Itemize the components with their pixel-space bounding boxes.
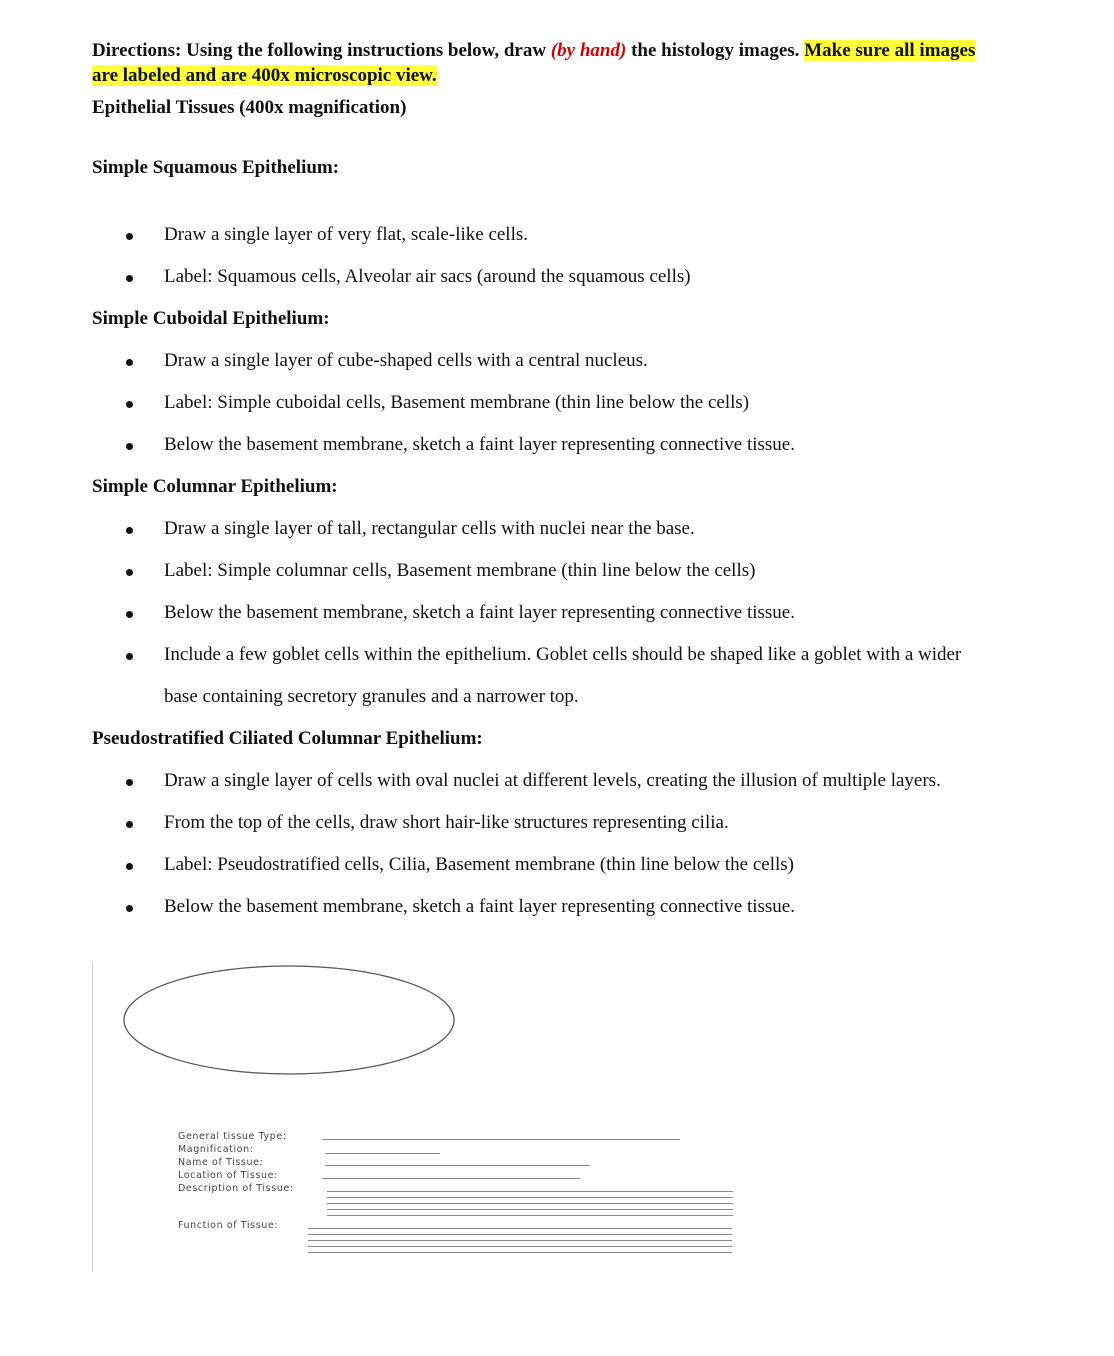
- label-name-of-tissue: Name of Tissue:: [178, 1157, 264, 1168]
- function-line[interactable]: [308, 1246, 732, 1247]
- description-line[interactable]: [327, 1215, 733, 1216]
- description-line[interactable]: [327, 1209, 733, 1210]
- bullet-dot: [126, 905, 133, 912]
- bullet-text: Below the basement membrane, sketch a faint layer representing connective tissue.: [164, 434, 795, 455]
- section-heading-squamous: Simple Squamous Epithelium:: [92, 157, 340, 178]
- bullet-text-continuation: base containing secretory granules and a narrower top.: [164, 686, 579, 707]
- bullet-text: Draw a single layer of tall, rectangular cells with nuclei near the base.: [164, 518, 695, 539]
- location-of-tissue-line[interactable]: [322, 1178, 580, 1179]
- bullet-dot: [126, 401, 133, 408]
- label-description-of-tissue: Description of Tissue:: [178, 1183, 294, 1194]
- bullet-dot: [126, 443, 133, 450]
- description-line[interactable]: [327, 1203, 733, 1204]
- bullet-dot: [126, 569, 133, 576]
- description-line[interactable]: [327, 1191, 733, 1192]
- by-hand-emphasis: (by hand): [550, 40, 627, 61]
- directions-part1: Directions: Using the following instructions below, draw: [92, 40, 551, 61]
- label-location-of-tissue: Location of Tissue:: [178, 1170, 278, 1181]
- bullet-dot: [126, 233, 133, 240]
- directions-text: [92, 38, 1042, 88]
- label-general-tissue-type: General tissue Type:: [178, 1131, 287, 1142]
- bullet-text: Label: Simple cuboidal cells, Basement membrane (thin line below the cells): [164, 392, 750, 413]
- name-of-tissue-line[interactable]: [325, 1165, 590, 1166]
- bullet-text: Include a few goblet cells within the epithelium. Goblet cells should be shaped like a goblet with a wider: [164, 644, 962, 665]
- function-line[interactable]: [308, 1234, 732, 1235]
- highlight-a: Make sure all images: [804, 40, 976, 61]
- function-line[interactable]: [308, 1240, 732, 1241]
- general-tissue-type-line[interactable]: [322, 1139, 680, 1140]
- worksheet-border: [92, 962, 93, 1272]
- bullet-dot: [126, 863, 133, 870]
- bullet-text: Draw a single layer of cube-shaped cells with a central nucleus.: [164, 350, 648, 371]
- bullet-text: From the top of the cells, draw short hair-like structures representing cilia.: [164, 812, 729, 833]
- description-line[interactable]: [327, 1197, 733, 1198]
- bullet-dot: [126, 779, 133, 786]
- bullet-text: Label: Squamous cells, Alveolar air sacs (around the squamous cells): [164, 266, 691, 287]
- bullet-dot: [126, 527, 133, 534]
- bullet-text: Below the basement membrane, sketch a faint layer representing connective tissue.: [164, 602, 795, 623]
- drawing-circle: [118, 962, 460, 1088]
- bullet-dot: [126, 821, 133, 828]
- section-heading-columnar: Simple Columnar Epithelium:: [92, 476, 338, 497]
- highlight-b: are labeled and are 400x microscopic view.: [92, 65, 437, 86]
- function-line[interactable]: [308, 1228, 732, 1229]
- label-magnification: Magnification:: [178, 1144, 254, 1155]
- bullet-dot: [126, 653, 133, 660]
- label-function-of-tissue: Function of Tissue:: [178, 1220, 279, 1231]
- section-heading-cuboidal: Simple Cuboidal Epithelium:: [92, 308, 330, 329]
- bullet-dot: [126, 275, 133, 282]
- bullet-text: Below the basement membrane, sketch a faint layer representing connective tissue.: [164, 896, 795, 917]
- magnification-line[interactable]: [325, 1153, 440, 1154]
- bullet-text: Draw a single layer of very flat, scale-like cells.: [164, 224, 529, 245]
- bullet-text: Label: Simple columnar cells, Basement membrane (thin line below the cells): [164, 560, 756, 581]
- bullet-text: Label: Pseudostratified cells, Cilia, Basement membrane (thin line below the cells): [164, 854, 794, 875]
- bullet-dot: [126, 359, 133, 366]
- page-subtitle: Epithelial Tissues (400x magnification): [92, 97, 407, 118]
- bullet-text: Draw a single layer of cells with oval nuclei at different levels, creating the illusion of multiple layers.: [164, 770, 941, 791]
- bullet-dot: [126, 611, 133, 618]
- function-line[interactable]: [308, 1252, 732, 1253]
- section-heading-pseudostratified: Pseudostratified Ciliated Columnar Epithelium:: [92, 728, 483, 749]
- directions-part2: the histology images.: [626, 40, 805, 61]
